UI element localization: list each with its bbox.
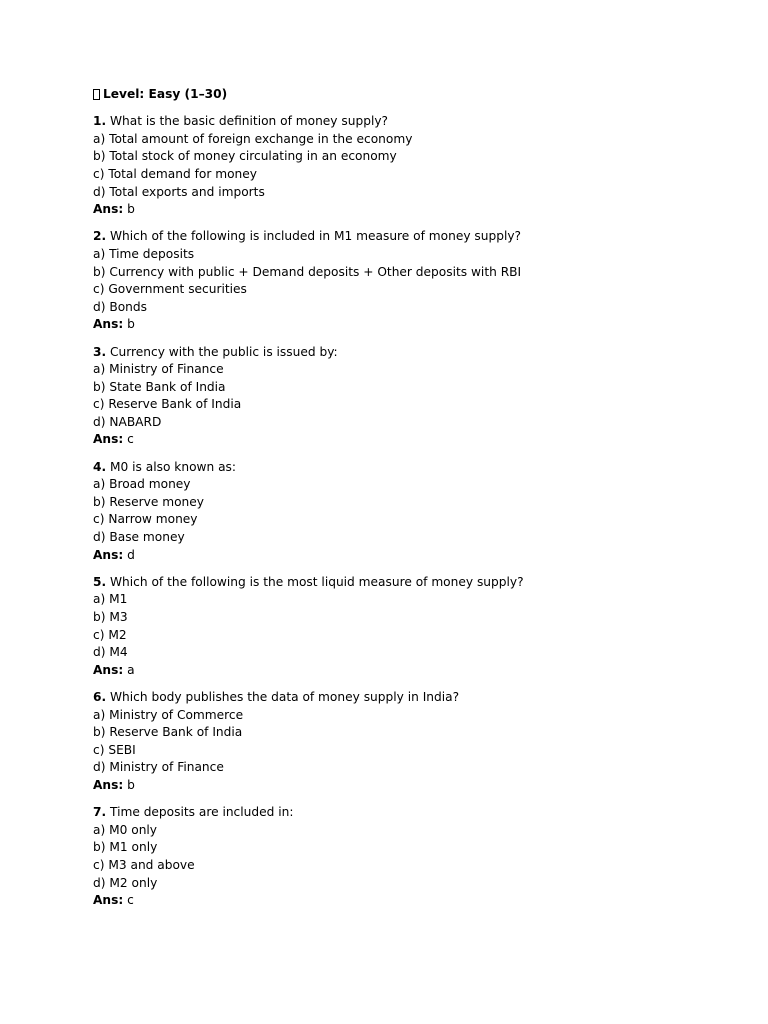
- question-line: [93, 459, 713, 477]
- answer-option: c) Narrow money: [93, 512, 198, 527]
- question-number: 3.: [93, 344, 107, 359]
- question-line: [93, 804, 713, 822]
- answer-option: d) Ministry of Finance: [93, 760, 224, 775]
- question-text: M0 is also known as:: [110, 459, 237, 474]
- question-number: 2.: [93, 229, 107, 244]
- answer-value: b: [127, 777, 135, 792]
- answer-value: b: [127, 202, 135, 217]
- question-line: [93, 228, 713, 246]
- answer-value: d: [127, 547, 135, 562]
- question-text: What is the basic definition of money supply?: [110, 114, 389, 129]
- answer-line: [93, 892, 713, 910]
- answer-option: b) Reserve money: [93, 494, 204, 509]
- answer-line: [93, 431, 713, 449]
- answer-option: c) M3 and above: [93, 857, 195, 872]
- question-block: [93, 113, 713, 219]
- question-block: [93, 459, 713, 565]
- answer-option: a) Ministry of Commerce: [93, 707, 244, 722]
- answer-option: b) Total stock of money circulating in an economy: [93, 149, 397, 164]
- answer-option: c) Government securities: [93, 282, 247, 297]
- question-text: Time deposits are included in:: [110, 805, 294, 820]
- answer-label: Ans:: [93, 777, 124, 792]
- answer-option: b) Reserve Bank of India: [93, 725, 243, 740]
- question-line: [93, 689, 713, 707]
- answer-line: [93, 662, 713, 680]
- question-text: Currency with the public is issued by:: [110, 344, 338, 359]
- answer-line: [93, 316, 713, 334]
- question-line: [93, 344, 713, 362]
- answer-label: Ans:: [93, 547, 124, 562]
- answer-option: d) NABARD: [93, 414, 162, 429]
- answer-option: a) Ministry of Finance: [93, 362, 224, 377]
- question-number: 6.: [93, 689, 107, 704]
- answer-option: c) SEBI: [93, 742, 136, 757]
- answer-option: d) Base money: [93, 530, 185, 545]
- question-block: [93, 574, 713, 680]
- question-list: [93, 113, 713, 910]
- question-number: 1.: [93, 114, 107, 129]
- question-block: [93, 228, 713, 334]
- answer-option: c) Total demand for money: [93, 166, 257, 181]
- answer-option: b) M1 only: [93, 840, 158, 855]
- answer-option: d) M4: [93, 645, 128, 660]
- answer-label: Ans:: [93, 202, 124, 217]
- question-text: Which of the following is included in M1 measure of money supply?: [110, 229, 522, 244]
- missing-glyph-icon: [93, 89, 100, 100]
- answer-label: Ans:: [93, 317, 124, 332]
- answer-option: c) M2: [93, 627, 127, 642]
- answer-label: Ans:: [93, 893, 124, 908]
- question-number: 4.: [93, 459, 107, 474]
- question-line: [93, 113, 713, 131]
- answer-option: a) Broad money: [93, 477, 191, 492]
- section-heading-text: Level: Easy (1–30): [103, 87, 228, 101]
- answer-option: b) Currency with public + Demand deposits + Other deposits with RBI: [93, 264, 522, 279]
- answer-value: b: [127, 317, 135, 332]
- answer-option: d) Total exports and imports: [93, 184, 265, 199]
- answer-value: a: [127, 662, 135, 677]
- question-number: 5.: [93, 574, 107, 589]
- section-heading: [93, 86, 713, 104]
- answer-option: c) Reserve Bank of India: [93, 397, 242, 412]
- answer-option: b) State Bank of India: [93, 379, 226, 394]
- answer-value: c: [127, 432, 134, 447]
- question-block: [93, 689, 713, 795]
- answer-option: a) M0 only: [93, 822, 158, 837]
- question-block: [93, 804, 713, 910]
- answer-label: Ans:: [93, 432, 124, 447]
- answer-line: [93, 777, 713, 795]
- answer-value: c: [127, 893, 134, 908]
- question-number: 7.: [93, 805, 107, 820]
- answer-line: [93, 547, 713, 565]
- answer-option: d) M2 only: [93, 875, 158, 890]
- answer-option: a) Time deposits: [93, 246, 195, 261]
- document-page: [93, 86, 713, 919]
- question-text: Which of the following is the most liquid measure of money supply?: [110, 574, 524, 589]
- answer-option: a) Total amount of foreign exchange in the economy: [93, 131, 413, 146]
- answer-line: [93, 201, 713, 219]
- answer-option: b) M3: [93, 610, 128, 624]
- question-line: [93, 574, 713, 592]
- answer-label: Ans:: [93, 662, 124, 677]
- question-block: [93, 344, 713, 450]
- answer-option: d) Bonds: [93, 299, 147, 314]
- answer-option: a) M1: [93, 592, 128, 607]
- question-text: Which body publishes the data of money supply in India?: [110, 689, 460, 704]
